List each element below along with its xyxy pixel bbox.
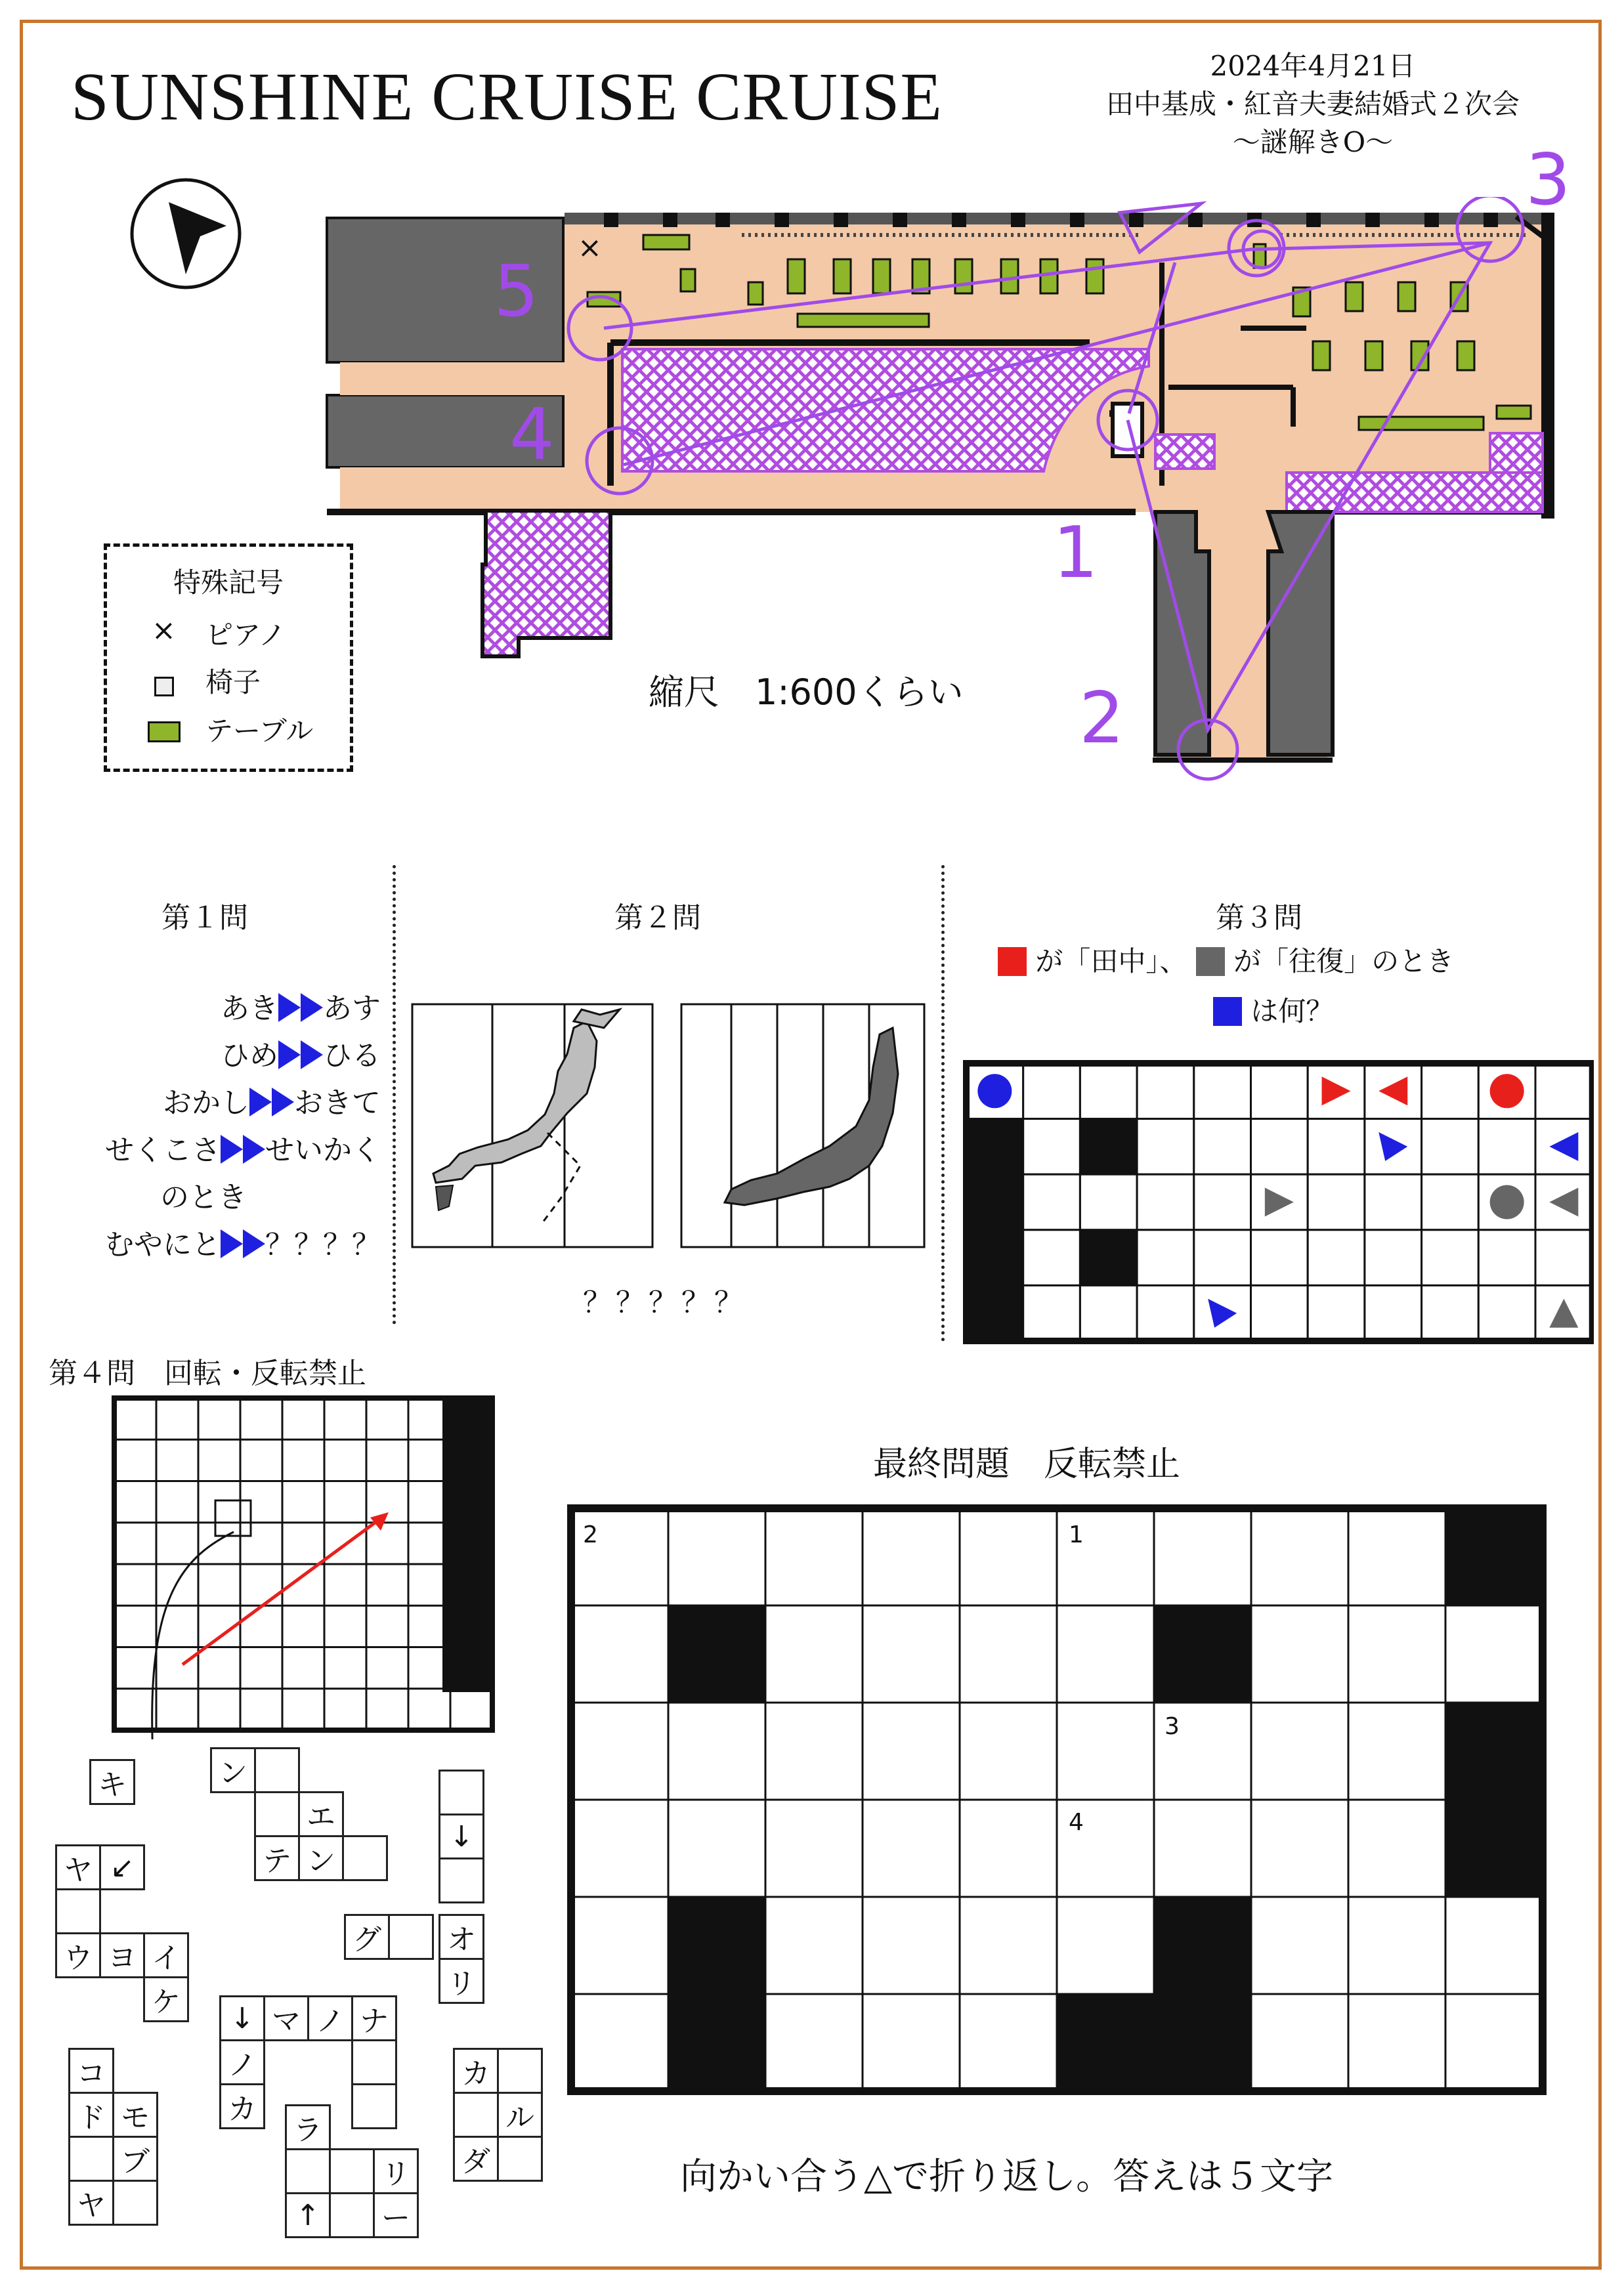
piece-cell[interactable] [497,2136,543,2182]
final-grid [566,1503,1550,2098]
q3-cell [1137,1119,1194,1175]
q3-line1 [998,940,1454,979]
crossword-cell [863,1800,960,1897]
piece-cell[interactable]: ノ [307,1995,353,2041]
piece-cell[interactable]: ウ [55,1932,101,1978]
q3-cell [966,1230,1023,1286]
piece-cell[interactable]: ン [210,1747,256,1793]
crossword-cell [668,1994,765,2091]
crossword-cell [960,1800,1057,1897]
piece-cell[interactable]: エ [298,1791,344,1837]
piece-cell[interactable]: キ [89,1759,135,1805]
piece-cell[interactable]: イ [143,1932,189,1978]
piece-cell[interactable] [497,2048,543,2094]
q3-cell [1535,1063,1592,1119]
event-subtitle: 〜謎解きO〜 [1232,126,1394,158]
q3-cell [1080,1285,1137,1341]
q3-cell [1422,1063,1479,1119]
q1-line [163,1079,381,1121]
q3-cell [966,1174,1023,1230]
piece-cell[interactable] [55,1888,101,1934]
crossword-cell [1251,1508,1348,1605]
final-instruction: 向かい合う△で折り返し。答えは５文字 [680,2155,1334,2198]
crossword-number: 1 [1069,1521,1084,1548]
route-number-2: 2 [1079,677,1124,759]
q1-condition: のとき [160,1181,247,1214]
q3-cell [966,1285,1023,1341]
q4-title: 第４問 回転・反転禁止 [49,1357,366,1390]
q1-body [26,985,381,1273]
crossword-cell [960,1605,1057,1703]
separator [393,865,396,1325]
crossword-cell [1445,1508,1543,1605]
q3-cell [1023,1285,1080,1341]
event-date: 2024年4月21日 [1210,50,1416,82]
crossword-cell [765,1994,863,2091]
q3-cell [1080,1174,1137,1230]
crossword-cell [1445,1703,1543,1800]
event-name: 田中基成・紅音夫妻結婚式２次会 [1105,88,1520,120]
crossword-cell [765,1800,863,1897]
crossword-cell [1057,1994,1154,2091]
piece-cell[interactable]: ダ [453,2136,499,2182]
q3-cell [1194,1230,1251,1286]
q1-right-word: せいかく [265,1134,381,1167]
q3-red-meaning: が「田中」、 [1035,945,1187,977]
piece-cell[interactable]: ↓ [438,1814,484,1859]
route-number-1: 1 [1053,512,1098,594]
separator [941,865,945,1342]
q1-left-word: おかし [163,1086,249,1120]
piece-cell[interactable]: リ [373,2148,419,2194]
q3-cell [1137,1063,1194,1119]
piece-cell[interactable] [342,1835,388,1881]
q3-cell [1478,1230,1535,1286]
crossword-cell [1251,1605,1348,1703]
red-circle-mark [1490,1074,1524,1108]
q1-line [105,1126,381,1168]
crossword-cell [1057,1605,1154,1703]
q3-cell [1365,1230,1422,1286]
q3-line2 [1213,990,1333,1029]
crossword-cell [960,1897,1057,1994]
q3-cell [1251,1285,1308,1341]
q3-cell [1194,1174,1251,1230]
crossword-cell [765,1897,863,1994]
final-title: 最終問題 反転禁止 [873,1445,1181,1484]
crossword-cell [863,1897,960,1994]
q3-gray-meaning: が「往復」のとき [1233,945,1455,977]
legend-chair-icon [154,677,174,696]
compass-icon [128,176,246,294]
q3-cell [1308,1285,1365,1341]
piece-cell[interactable]: ノ [219,2039,265,2085]
crossword-cell [960,1994,1057,2091]
piece-cell[interactable]: ↑ [285,2192,331,2238]
q3-title: 第３問 [1216,901,1302,935]
piece-cell[interactable] [438,1857,484,1903]
red-square-icon [998,947,1027,976]
q1-right-word: ひる [323,1039,381,1072]
route-number-3: 3 [1526,139,1571,221]
q3-cell [1365,1174,1422,1230]
crossword-number: 3 [1165,1713,1180,1740]
q1-title: 第１問 [161,901,248,935]
piece-cell[interactable] [388,1914,434,1960]
map-legend [104,543,353,772]
piece-cell[interactable] [438,1770,484,1815]
q3-cell [1251,1230,1308,1286]
crossword-cell [1154,1994,1251,2091]
crossword-cell [960,1508,1057,1605]
piece-cell[interactable] [285,2148,331,2194]
legend-table-icon [148,721,181,742]
crossword-cell [1251,1703,1348,1800]
crossword-cell [668,1897,765,1994]
crossword-cell [1154,1800,1251,1897]
crossword-number: 4 [1069,1809,1084,1836]
q3-cell [1365,1285,1422,1341]
crossword-cell [571,1703,668,1800]
piece-cell[interactable]: マ [263,1995,309,2041]
legend-piano-label: ピアノ [205,619,286,651]
crossword-cell [668,1800,765,1897]
gray-circle-mark [1490,1185,1524,1220]
legend-chair-label: 椅子 [205,666,261,698]
piece-cell[interactable]: リ [438,1958,484,2004]
q1-question [105,1221,381,1263]
crossword-cell [960,1703,1057,1800]
route-number-4: 4 [509,394,555,476]
crossword-cell [863,1703,960,1800]
q1-right-word: あす [323,992,381,1025]
q3-cell [1194,1119,1251,1175]
piece-cell[interactable]: ラ [285,2104,331,2150]
crossword-cell [1348,1994,1445,2091]
q2-maps [410,1002,928,1251]
q3-cell [1422,1285,1479,1341]
crossword-cell [1154,1897,1251,1994]
crossword-cell [1445,1605,1543,1703]
legend-title: 特殊記号 [173,566,284,599]
q3-cell [1478,1285,1535,1341]
crossword-cell [1348,1605,1445,1703]
legend-table-label: テーブル [205,715,314,747]
piece-cell[interactable] [329,2148,375,2194]
crossword-cell [863,1994,960,2091]
piece-cell[interactable]: カ [219,2083,265,2129]
piece-cell[interactable]: モ [112,2092,158,2138]
q3-cell [966,1119,1023,1175]
q3-cell [1023,1119,1080,1175]
q3-cell [1137,1174,1194,1230]
crossword-cell [1251,1994,1348,2091]
piece-cell[interactable]: ル [497,2092,543,2138]
crossword-cell [765,1605,863,1703]
crossword-cell [863,1508,960,1605]
crossword-cell [668,1605,765,1703]
q3-cell [1080,1063,1137,1119]
crossword-cell [1348,1897,1445,1994]
q3-cell [1137,1230,1194,1286]
piece-cell[interactable]: コ [68,2048,114,2094]
piece-cell[interactable]: テ [254,1835,300,1881]
piece-cell[interactable] [112,2180,158,2226]
q3-grid [958,1055,1594,1349]
piece-cell[interactable]: オ [438,1914,484,1960]
crossword-cell [765,1703,863,1800]
piece-cell[interactable]: グ [344,1914,390,1960]
piece-cell[interactable]: ー [373,2192,419,2238]
q3-cell [1422,1174,1479,1230]
q3-cell [1422,1119,1479,1175]
crossword-cell [1445,1800,1543,1897]
q3-cell [1023,1063,1080,1119]
piece-cell[interactable] [254,1747,300,1793]
crossword-cell [668,1508,765,1605]
piece-cell[interactable]: ヤ [55,1844,101,1890]
crossword-cell [1445,1994,1543,2091]
blue-square-icon [1213,997,1242,1026]
crossword-cell [571,1605,668,1703]
q3-cell [1251,1119,1308,1175]
crossword-cell [765,1508,863,1605]
svg-text:×: × [578,231,602,265]
page-title: SUNSHINE CRUISE CRUISE [71,59,943,135]
q1-left-word: ひめ [221,1039,278,1072]
q4-grid [105,1389,502,1739]
crossword-cell [1154,1605,1251,1703]
crossword-cell [1154,1508,1251,1605]
piece-cell[interactable]: ン [298,1835,344,1881]
crossword-cell [1057,1897,1154,1994]
crossword-cell [571,1994,668,2091]
route-number-5: 5 [494,251,539,333]
q1-line [221,985,381,1027]
legend-piano-icon: × [152,614,176,647]
crossword-cell [1348,1703,1445,1800]
q3-cell [1251,1063,1308,1119]
crossword-cell [1348,1508,1445,1605]
q1-left-word: せくこさ [105,1134,221,1167]
q2-answer: ？？？？？ [583,1286,747,1319]
q3-cell [1137,1285,1194,1341]
piece-cell[interactable]: ヨ [99,1932,145,1978]
q1-left-word: むやにと [105,1228,221,1262]
q3-cell [1023,1230,1080,1286]
crossword-cell [1057,1703,1154,1800]
q1-line [221,1032,381,1074]
q3-cell [1080,1119,1137,1175]
map-scale: 縮尺 1:600くらい [649,671,964,713]
piece-cell[interactable] [351,2083,397,2129]
crossword-number: 2 [583,1521,598,1548]
piece-cell[interactable] [68,2136,114,2182]
crossword-cell [1251,1800,1348,1897]
piece-cell[interactable]: ド [68,2092,114,2138]
piece-cell[interactable]: ↙ [99,1844,145,1890]
q3-question: は何？ [1250,995,1334,1027]
piece-cell[interactable]: ヤ [68,2180,114,2226]
piece-cell[interactable] [254,1791,300,1837]
q3-cell [1080,1230,1137,1286]
q3-cell [1535,1230,1592,1286]
q3-cell [1308,1119,1365,1175]
q1-left-word: あき [221,992,278,1025]
q2-title: 第２問 [614,901,701,935]
piece-cell[interactable]: ナ [351,1995,397,2041]
q3-cell [1308,1230,1365,1286]
crossword-cell [1445,1897,1543,1994]
crossword-cell [1348,1800,1445,1897]
q3-cell [1478,1119,1535,1175]
piece-cell[interactable] [351,2039,397,2085]
q1-right-word: おきて [294,1086,381,1120]
crossword-cell [863,1605,960,1703]
q3-cell [1308,1174,1365,1230]
gray-square-icon [1196,947,1225,976]
piece-cell[interactable] [453,2092,499,2138]
piece-cell[interactable]: ケ [143,1976,189,2022]
q1-answer: ？？？？ [265,1228,381,1262]
blue-circle-mark [977,1074,1012,1108]
crossword-cell [571,1897,668,1994]
q3-cell [1194,1063,1251,1119]
piece-cell[interactable]: カ [453,2048,499,2094]
crossword-cell [571,1800,668,1897]
piece-cell[interactable]: ↓ [219,1995,265,2041]
piece-cell[interactable] [329,2192,375,2238]
q3-cell [1023,1174,1080,1230]
q3-cell [1422,1230,1479,1286]
crossword-cell [1251,1897,1348,1994]
piece-cell[interactable]: ブ [112,2136,158,2182]
crossword-cell [668,1703,765,1800]
